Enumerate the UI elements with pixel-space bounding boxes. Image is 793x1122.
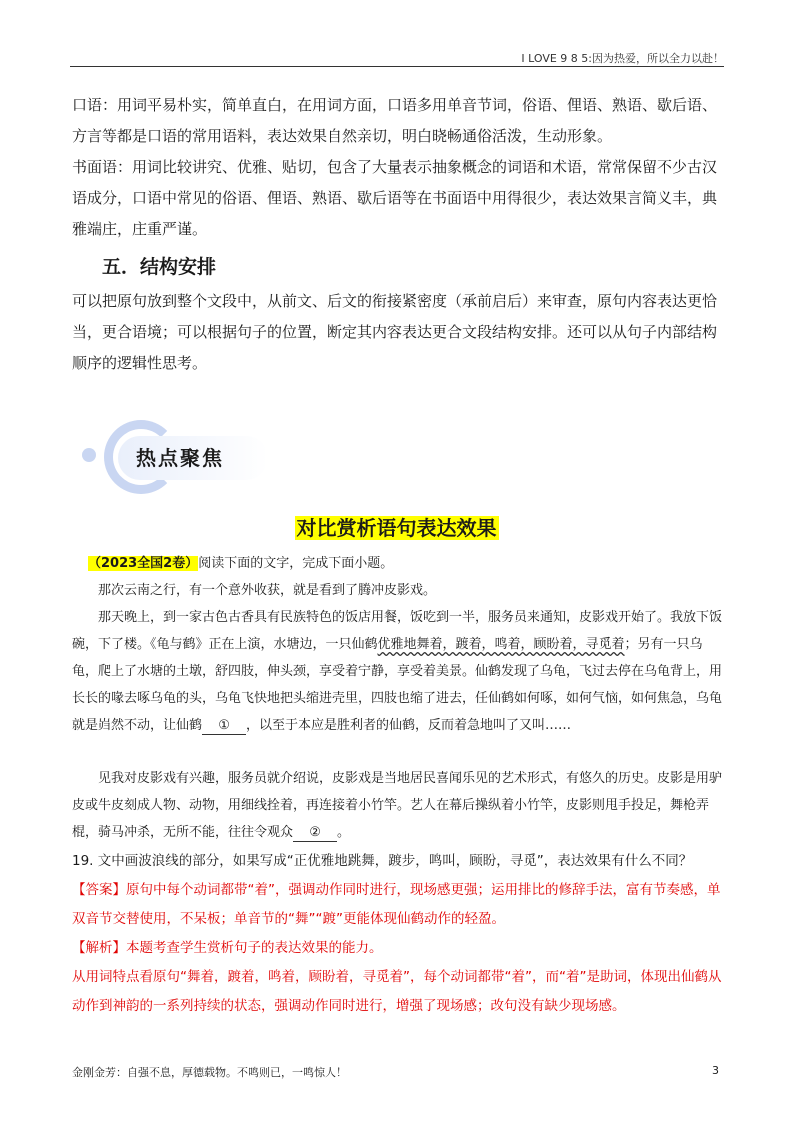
exam-tag: （2023全国2卷）: [88, 556, 199, 571]
banner-dot: [82, 448, 96, 462]
banner-label: 热点聚焦: [136, 446, 224, 470]
wavy-underlined-text: 优雅地舞着，踱着，鸣着，顾盼着，寻觅着: [377, 637, 625, 652]
analysis-text: 从用词特点看原句“舞着，踱着，鸣着，顾盼着，寻觅着”，每个动词都带“着”，而“着”是助词，体现出仙鹤从动作到神韵的一系列持续的状态，强调动作同时进行，增强了现场感；改句没有缺少现场感。: [72, 969, 722, 1014]
written-text: 用词比较讲究、优雅、贴切，包含了大量表示抽象概念的词语和术语，常常保留不少古汉语成分，口语中常见的俗语、俚语、熟语、歇后语等在书面语中用得很少，表达效果言简义丰，典雅端庄，庄重严谨。: [72, 158, 718, 238]
exam-source: [88, 552, 393, 571]
exam-instruction: 阅读下面的文字，完成下面小题。: [198, 556, 394, 571]
written-language-paragraph: [72, 152, 724, 245]
topic-title: [0, 512, 793, 541]
footer-motto: 金刚金芳：自强不息，厚德载物。不鸣则已，一鸣惊人！: [72, 1066, 347, 1079]
passage-paragraph-3: 见我对皮影戏有兴趣，服务员就介绍说，皮影戏是当地居民喜闻乐见的艺术形式，有悠久的历史。皮影是用驴皮或牛皮刻成人物、动物，用细线拴着，再连接着小竹竿。艺人在幕后操纵着小竹竿，皮影则甩手投足，舞枪弄棍，骑马冲杀，无所不能，往往令观众 ② 。: [72, 771, 723, 840]
question-19: 19. 文中画波浪线的部分，如果写成“正优雅地跳舞，踱步，鸣叫，顾盼，寻觅”，表达效果有什么不同？: [72, 853, 693, 869]
analysis-title: 【解析】本题考查学生赏析句子的表达效果的能力。: [72, 940, 383, 956]
topic-title-text: 对比赏析语句表达效果: [296, 516, 497, 540]
spoken-language-paragraph: [72, 90, 724, 152]
passage-paragraph-2: 那天晚上，到一家古色古香具有民族特色的饭店用餐，饭吃到一半，服务员来通知，皮影戏开始了。我放下饭碗，下了楼。《龟与鹤》正在上演，水塘边，一只仙鹤优雅地舞着，踱着，鸣着，顾盼着，寻觅着；另有一只乌龟，爬上了水塘的土墩，舒四肢，伸头颈，享受着宁静，享受着美景。仙鹤发现了乌龟，飞过去停在乌龟背上，用长长的喙去啄乌龟的头，乌龟飞快地把头缩进壳里，四肢也缩了进去，任仙鹤如何啄，如何气恼，如何焦急，乌龟就是岿然不动，让仙鹤 ① ，以至于本应是胜利者的仙鹤，反而着急地叫了又叫……: [72, 610, 723, 733]
header-divider: [70, 66, 724, 67]
spoken-label: 口语：: [72, 96, 118, 114]
section-title: 五．结构安排: [102, 256, 217, 278]
answer-text: 【答案】原句中每个动词都带“着”，强调动作同时进行，现场感更强；运用排比的修辞手法，富有节奏感，单双音节交替使用，不呆板；单音节的“舞”“踱”更能体现仙鹤动作的轻盈。: [72, 882, 721, 927]
page-number: 3: [712, 1064, 719, 1077]
blank-1: ①: [202, 718, 246, 735]
passage-paragraph-1: 那次云南之行，有一个意外收获，就是看到了腾冲皮影戏。: [98, 583, 437, 598]
hot-focus-banner: [82, 418, 272, 498]
blank-2: ②: [293, 825, 337, 842]
page-header: I LOVE 9 8 5:因为热爱，所以全力以赴！: [521, 52, 724, 65]
spoken-text: 用词平易朴实，简单直白，在用词方面，口语多用单音节词，俗语、俚语、熟语、歇后语、方言等都是口语的常用语料，表达效果自然亲切，明白晓畅通俗活泼，生动形象。: [72, 96, 718, 145]
written-label: 书面语：: [72, 158, 133, 176]
section-text: 可以把原句放到整个文段中，从前文、后文的衔接紧密度（承前启后）来审查，原句内容表达更恰当，更合语境；可以根据句子的位置，断定其内容表达更合文段结构安排。还可以从句子内部结构顺序的逻辑性思考。: [72, 292, 718, 372]
